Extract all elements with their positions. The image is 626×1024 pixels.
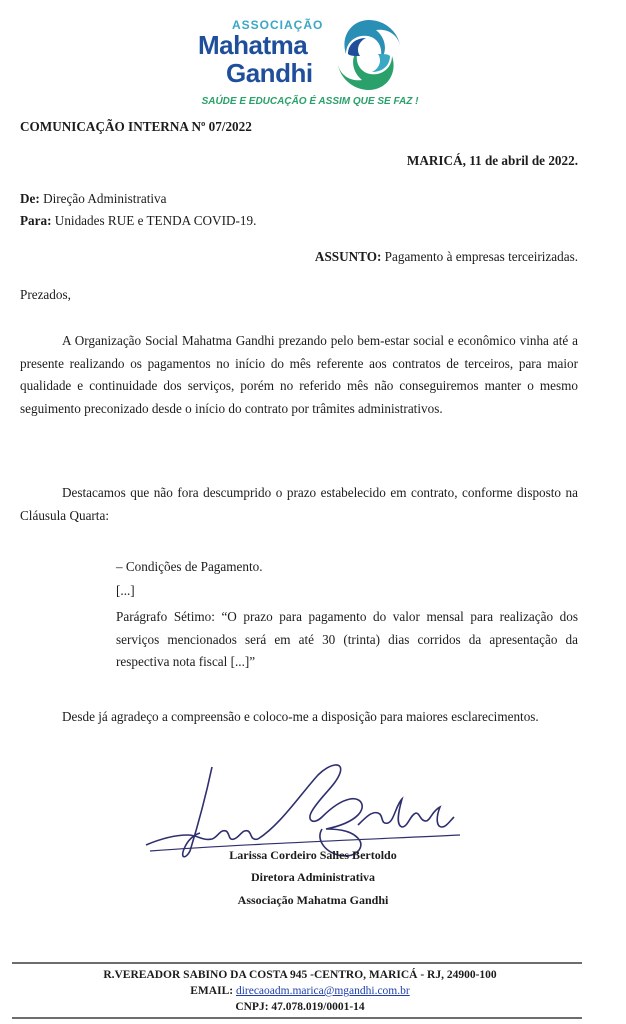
signature-name: Larissa Cordeiro Salles Bertoldo <box>229 848 397 862</box>
logo-emblem-icon <box>328 14 410 96</box>
subject-value: Pagamento à empresas terceirizadas. <box>384 249 578 264</box>
footer-address: R.VEREADOR SABINO DA COSTA 945 -CENTRO, MARICÁ - RJ, 24900-100 <box>103 969 497 981</box>
logo-assoc-text: ASSOCIAÇÃO <box>232 18 324 32</box>
footer-divider-top <box>12 962 582 964</box>
subject-label: ASSUNTO: <box>314 249 382 264</box>
memo-to <box>20 210 256 232</box>
footer-email <box>0 984 600 999</box>
signature-org: Associação Mahatma Gandhi <box>237 893 389 907</box>
footer-divider-bottom <box>12 1017 582 1019</box>
logo-name-line1: Mahatma <box>198 30 308 60</box>
organization-logo <box>190 10 430 115</box>
paragraph-2: Destacamos que não fora descumprido o prazo estabelecido em contrato, conforme disposto na Cláusula Quarta: <box>20 485 578 523</box>
paragraph-1: A Organização Social Mahatma Gandhi prezando pelo bem-estar social e econômico vinha até a presente realizando os pagamentos no início do mês referente aos contratos de terceiros, para maior qualidade e continuidade dos serviços, porém no referido mês não conseguiremos manter o mesmo seguimento preconizado desde o início do contrato por trâmites administrativos. <box>20 333 578 416</box>
signature-role: Diretora Administrativa <box>250 870 376 884</box>
quote-text: Parágrafo Sétimo: “O prazo para pagamento do valor mensal para realização dos serviços mencionados será em até 30 (trinta) dias corridos da apresentação da respectiva nota fiscal [...]” <box>116 609 578 669</box>
footer-email-link[interactable]: direcaoadm.marica@mgandhi.com.br <box>235 985 410 997</box>
paragraph-3: Desde já agradeço a compreensão e coloco-me a disposição para maiores esclarecimentos. <box>62 709 539 724</box>
memo-subject <box>315 246 578 268</box>
memo-from <box>20 188 167 210</box>
memo-title: COMUNICAÇÃO INTERNA Nº 07/2022 <box>20 119 252 134</box>
memo-date: MARICÁ, 11 de abril de 2022. <box>406 153 578 168</box>
quote-ellipsis: [...] <box>116 583 135 598</box>
from-label: De: <box>20 191 40 206</box>
to-value: Unidades RUE e TENDA COVID-19. <box>54 213 257 228</box>
quote-heading: – Condições de Pagamento. <box>116 559 263 574</box>
footer-email-label: EMAIL: <box>190 985 234 997</box>
footer-cnpj: CNPJ: 47.078.019/0001-14 <box>235 1001 365 1013</box>
to-label: Para: <box>20 213 52 228</box>
from-value: Direção Administrativa <box>43 191 167 206</box>
memo-greeting: Prezados, <box>20 287 71 302</box>
logo-name-line2: Gandhi <box>226 58 313 88</box>
logo-slogan: SAÚDE E EDUCAÇÃO É ASSIM QUE SE FAZ ! <box>201 96 419 107</box>
